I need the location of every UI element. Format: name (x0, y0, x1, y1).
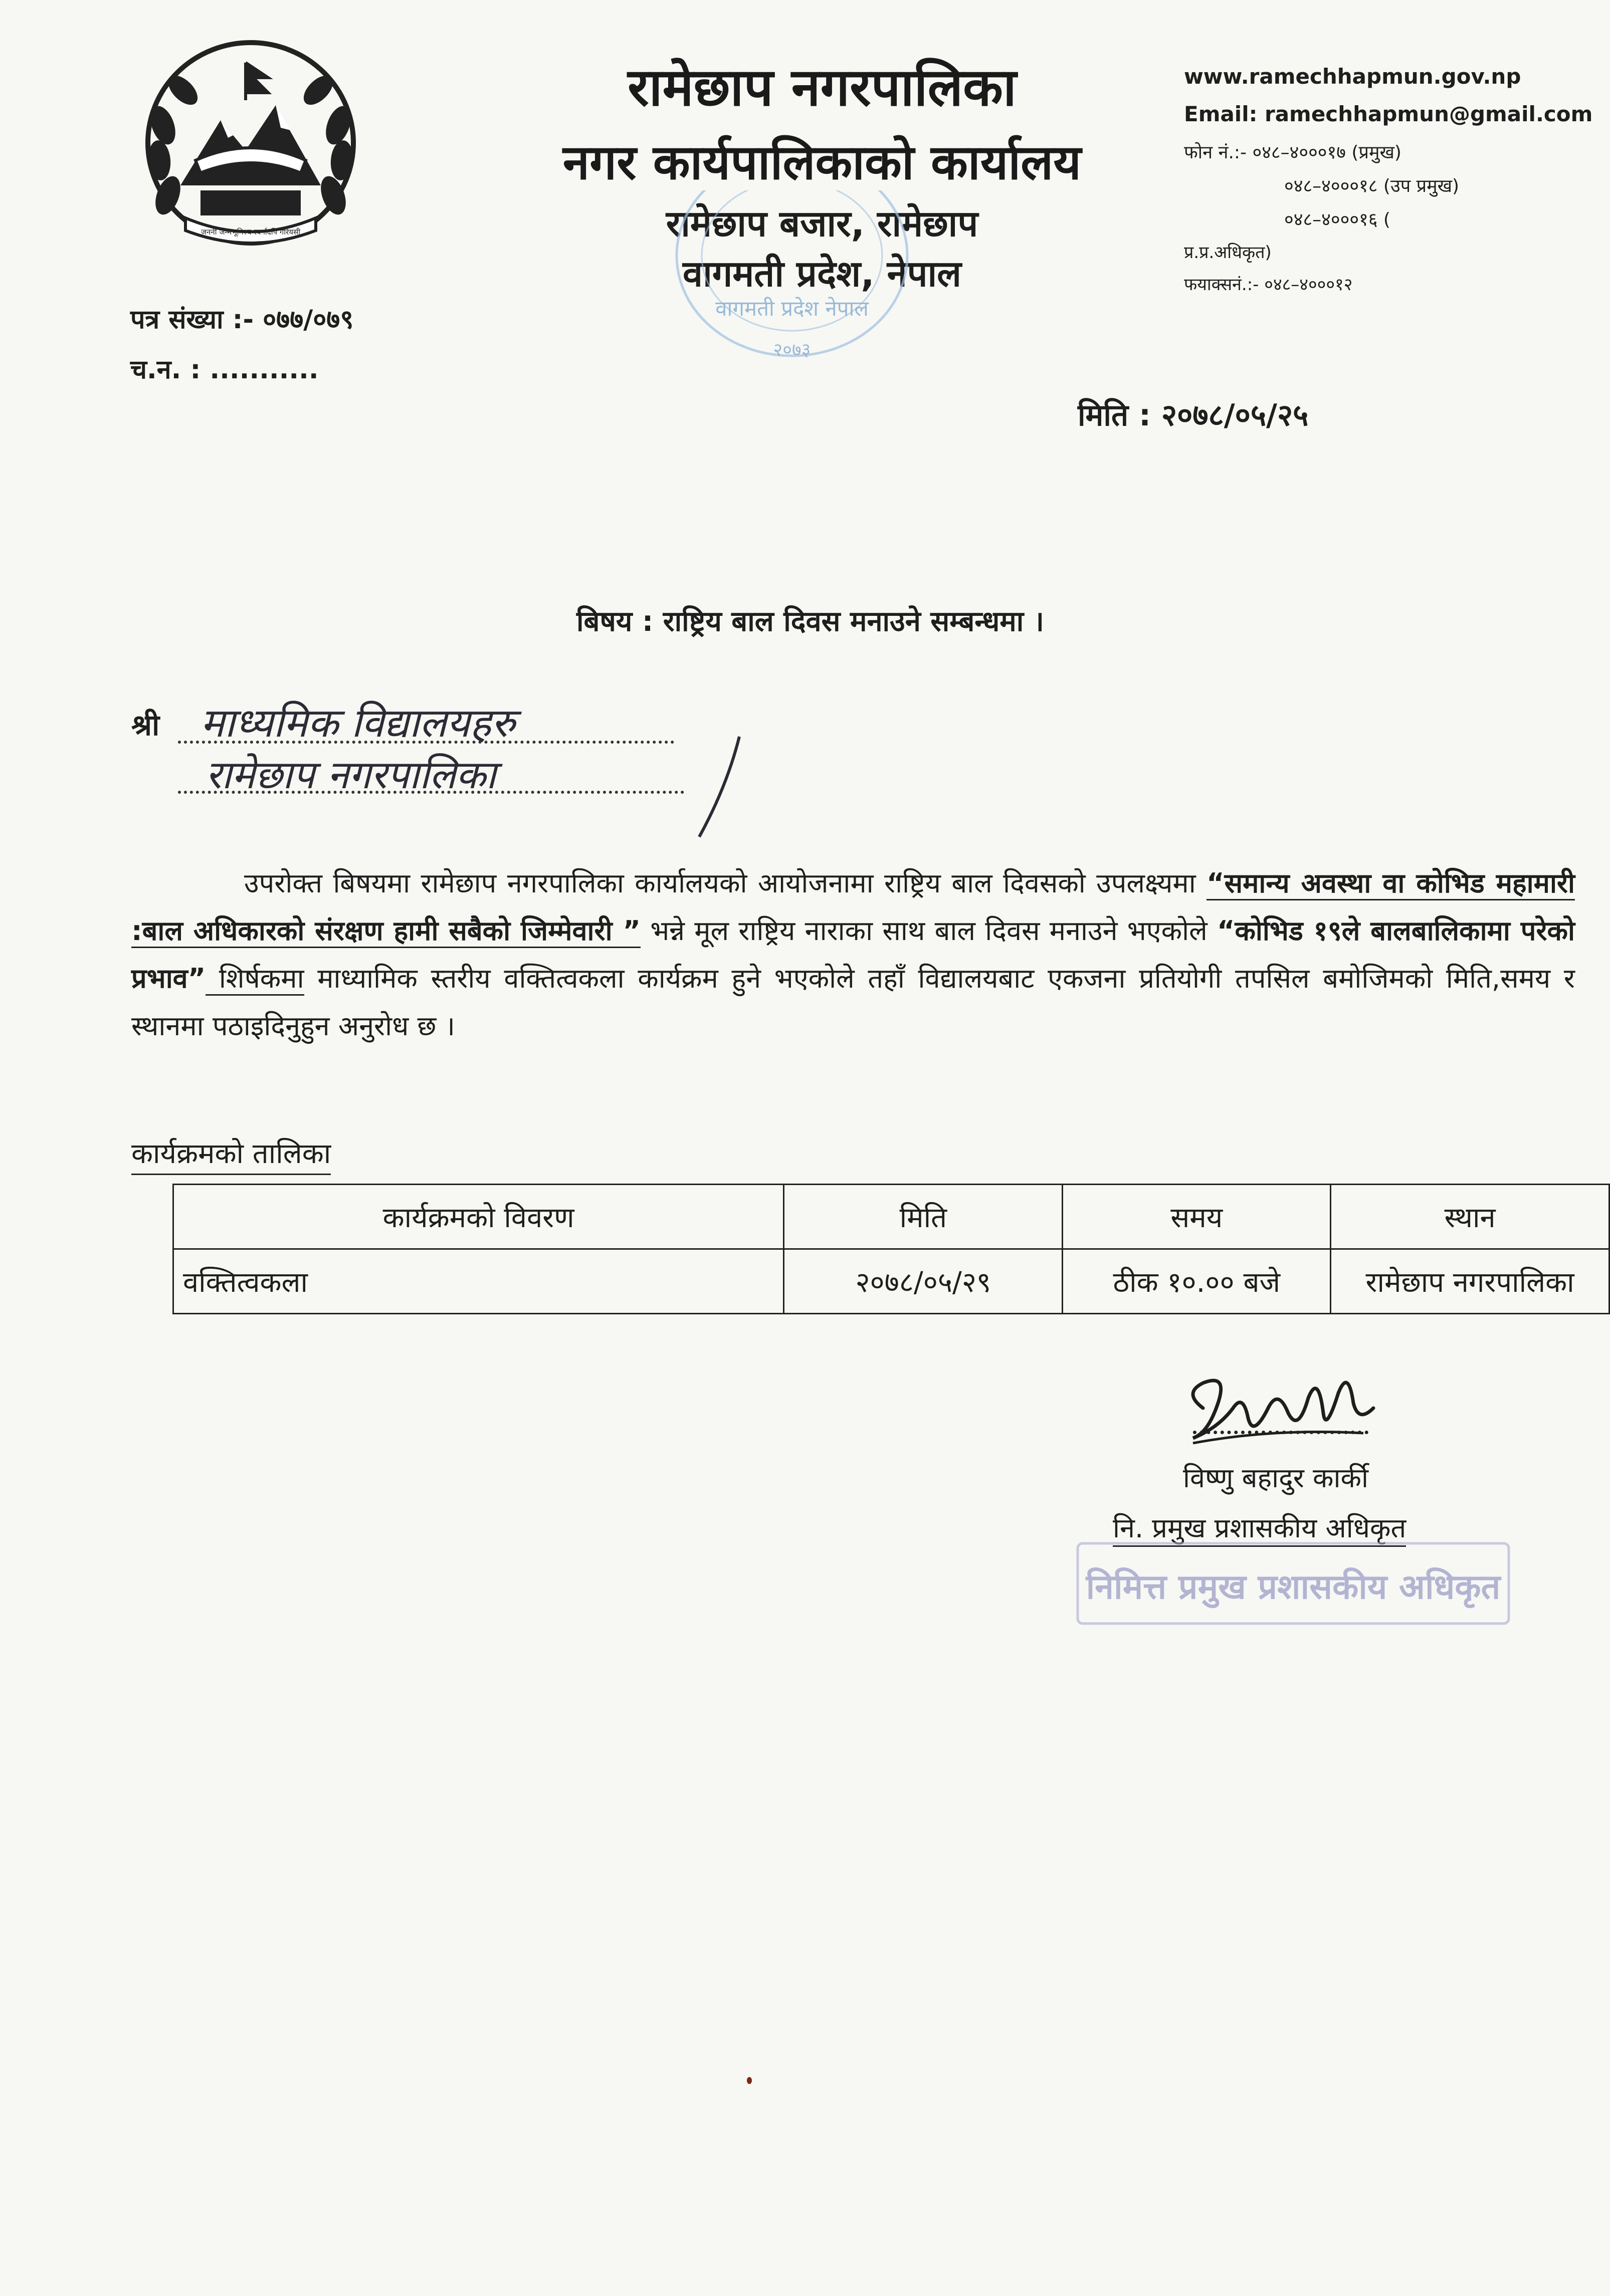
salutation: श्री (131, 708, 160, 742)
cell-time: ठीक १०.०० बजे (1063, 1249, 1331, 1314)
letter-body (131, 859, 1575, 1050)
contact-block (1184, 64, 1600, 304)
paper-speck (747, 2077, 752, 2084)
municipality-seal-stamp (652, 190, 932, 381)
table-header-row (173, 1185, 1609, 1249)
handwritten-signature (1173, 1363, 1383, 1463)
phone-chief: फोन नं.:- ०४८–४०००१७ (प्रमुख) (1184, 142, 1401, 163)
schedule-table (172, 1184, 1610, 1314)
body-part-2: भन्ने मूल राष्ट्रिय नाराका साथ बाल दिवस मनाउने भएकोले (641, 915, 1217, 947)
phone-cao: ०४८–४०००१६ ( (1284, 209, 1390, 230)
svg-text:निमित्त प्रमुख प्रशासकीय अधिकृ: निमित्त प्रमुख प्रशासकीय अधिकृत (1086, 1567, 1501, 1607)
svg-text:२०७३: २०७३ (773, 340, 811, 360)
body-part-3: शिर्षकमा (206, 963, 304, 996)
cell-date: २०७८/०५/२९ (784, 1249, 1063, 1314)
email-link[interactable]: Email: ramechhapmun@gmail.com (1184, 102, 1593, 126)
addressee-handwritten-2: रामेछाप नगरपालिका (206, 753, 496, 798)
municipality-name: रामेछाप नगरपालिका (628, 57, 1017, 118)
col-header-venue: स्थान (1331, 1185, 1609, 1249)
office-address: रामेछाप बजार, रामेछाप (666, 202, 978, 245)
signatory-title: नि. प्रमुख प्रशासकीय अधिकृत (1113, 1508, 1406, 1547)
office-name: नगर कार्यपालिकाको कार्यालय (562, 134, 1082, 190)
cell-program: वक्तित्वकला (173, 1249, 784, 1314)
cell-venue: रामेछाप नगरपालिका (1331, 1249, 1609, 1314)
phone-cao-label: प्र.प्र.अधिकृत) (1184, 243, 1272, 263)
handwritten-stroke (679, 732, 749, 842)
svg-text:जननी जन्मभूमिश्च स्वर्गादपि गर: जननी जन्मभूमिश्च स्वर्गादपि गरियसी (200, 227, 301, 237)
dispatch-number: च.न. : ........... (130, 355, 319, 385)
col-header-program: कार्यक्रमको विवरण (173, 1185, 784, 1249)
body-part-1: उपरोक्त बिषयमा रामेछाप नगरपालिका कार्यालयको आयोजनामा राष्ट्रिय बाल दिवसको उपलक्ष्यमा (244, 867, 1207, 899)
fax-number: फयाक्सनं.:- ०४८–४०००१२ (1184, 275, 1353, 295)
signatory-name: विष्णु बहादुर कार्की (1183, 1462, 1368, 1494)
col-header-date: मिति (784, 1185, 1063, 1249)
col-header-time: समय (1063, 1185, 1331, 1249)
officer-stamp (1068, 1533, 1519, 1634)
campaign-slogan: “समान्य अवस्था वा कोभिड महामारी :बाल अधिकारको संरक्षण हामी सबैको जिम्मेवारी ” (131, 867, 1575, 948)
letter-date: मिति : २०७८/०५/२५ (1078, 398, 1309, 433)
phone-deputy: ०४८–४०००१८ (उप प्रमुख) (1284, 176, 1460, 196)
speech-topic: “कोभिड १९ले बालबालिकामा परेको प्रभाव” (131, 915, 1575, 994)
letter-ref-number: पत्र संख्या :- ०७७/०७९ (130, 305, 354, 335)
addressee-handwritten-1: माध्यमिक विद्यालयहरु (200, 700, 515, 746)
letter-subject: बिषय : राष्ट्रिय बाल दिवस मनाउने सम्बन्धमा । (576, 605, 1045, 638)
body-part-4: माध्यामिक स्तरीय वक्तित्वकला कार्यक्रम हुने भएकोले तहाँ विद्यालयबाट एकजना प्रतियोगी तपसिल बमोजिमको मिति,समय र स्थानमा पठाइदिनुहुन अनुरोध छ । (131, 963, 1575, 1042)
website-link[interactable]: www.ramechhapmun.gov.np (1184, 64, 1521, 89)
nepal-emblem-icon (125, 35, 376, 256)
signature-dotted-line (1193, 1431, 1368, 1434)
office-province: वागमती प्रदेश, नेपाल (683, 253, 961, 295)
schedule-heading: कार्यक्रमको तालिका (131, 1133, 331, 1175)
table-row (173, 1249, 1609, 1314)
svg-text:वागमती प्रदेश नेपाल: वागमती प्रदेश नेपाल (715, 296, 869, 321)
